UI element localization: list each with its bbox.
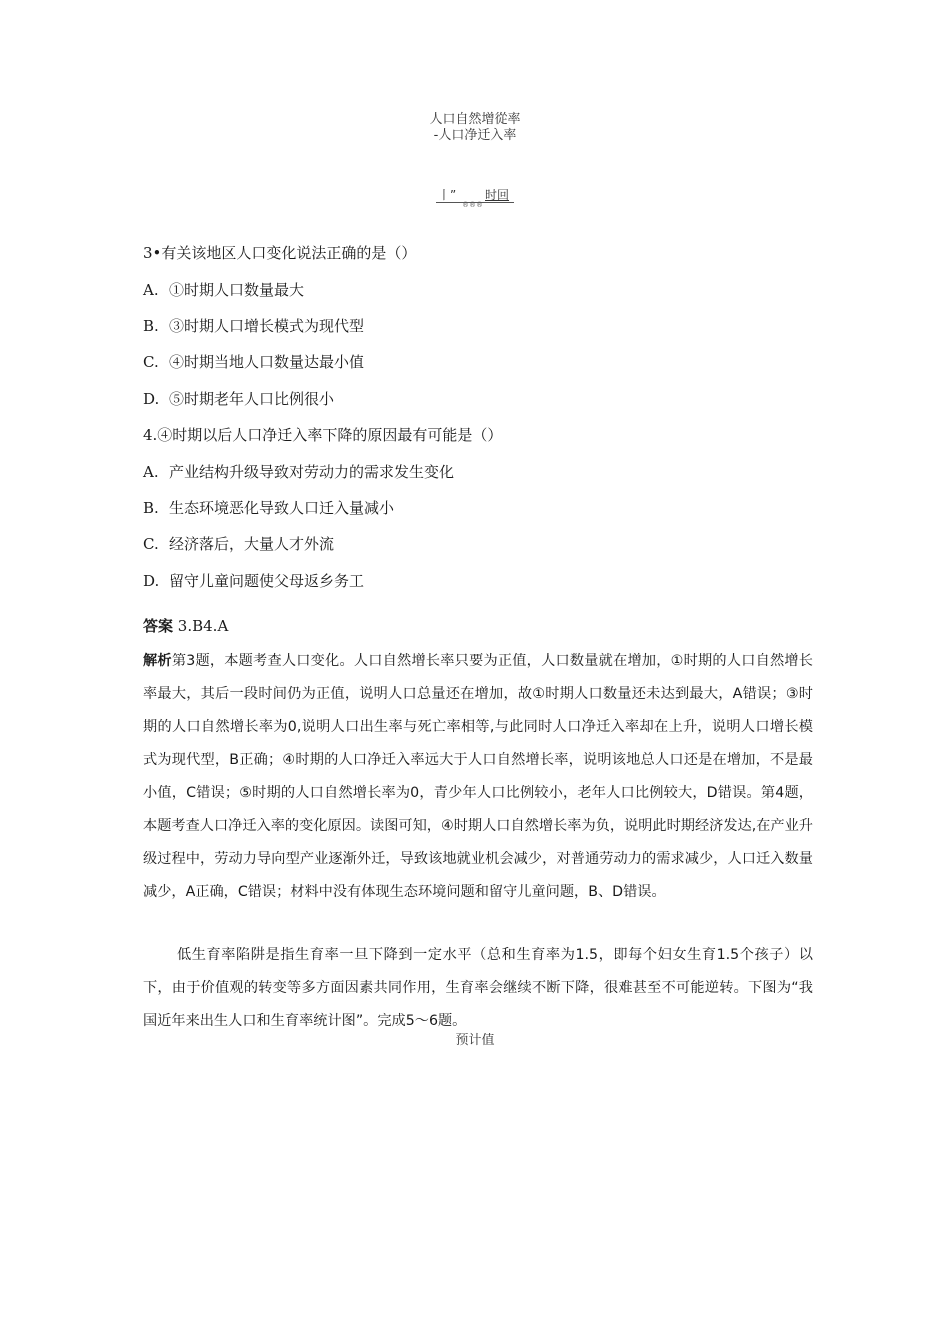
intro-paragraph: 低生育率陷阱是指生育率一旦下降到一定水平（总和生育率为1.5，即每个妇女生育1.5个孩子）以下，由于价值观的转变等多方面因素共同作用，生育率会继续不断下降，很难甚至不可能逆转。下图为“我国近年来出生人口和生育率统计图”。完成5〜6题。	[143, 947, 813, 1029]
explanation-text: 第3题，本题考查人口变化。人口自然增长率只要为正值，人口数量就在增加，①时期的人口自然增长率最大，其后一段时间仍为正值，说明人口总量还在增加，故①时期人口数量还未达到最大，A错误；③时期的人口自然增长率为0,说明人口出生率与死亡率相等,与此同时人口净迁入率却在上升，说明人口增长模式为现代型，B正确；④时期的人口净迁入率远大于人口自然增长率，说明该地总人口还是在增加，不是最小值，C错误；⑤时期的人口自然增长率为0，青少年人口比例较小，老年人口比例较大，D错误。第4题，本题考查人口净迁入率的变化原因。读图可知，④时期人口自然增长率为负，说明此时期经济发达,在产业升级过程中，劳动力导向型产业逐渐外迁，导致该地就业机会减少，对普通劳动力的需求减少，人口迁入数量减少，A正确，C错误；材料中没有体现生态环境问题和留守儿童问题，B、D错误。	[143, 653, 813, 900]
question-3-stem: 3•有关该地区人口变化说法正确的是（）	[143, 244, 417, 262]
question-3-option-d: D. ⑤时期老年人口比例很小	[143, 390, 335, 408]
question-3-option-a: A. ①时期人口数量最大	[143, 281, 305, 299]
question-4-option-b: B. 生态环境恶化导致人口迁入量减小	[143, 499, 395, 517]
answer-line	[143, 615, 228, 636]
question-4-option-d: D. 留守儿童问题使父母返乡务工	[143, 572, 365, 590]
question-4-option-a: A. 产业结构升级导致对劳动力的需求发生变化	[143, 463, 455, 481]
axis-line	[436, 202, 514, 203]
axis-period-marks: ®®®	[462, 201, 483, 209]
figure-caption: 预计值	[455, 1033, 495, 1048]
question-4-option-c: C. 经济落后，大量人才外流	[143, 535, 335, 553]
axis-marks: 丨”	[438, 188, 457, 202]
question-3-option-b: B. ③时期人口增长模式为现代型	[143, 317, 365, 335]
explanation-label: 解析	[143, 653, 172, 669]
answer-label: 答案	[143, 617, 174, 635]
legend-net-migration: -人口净迁入率	[433, 128, 517, 143]
legend-natural-growth: 人口自然增從率	[429, 112, 521, 127]
question-4-stem: 4.④时期以后人口净迁入率下降的原因最有可能是（）	[143, 426, 503, 444]
axis-label: 时回	[485, 188, 510, 202]
answer-value: 3.B4.A	[177, 617, 229, 635]
question-3-option-c: C. ④时期当地人口数量达最小值	[143, 353, 365, 371]
explanation-paragraph	[143, 645, 813, 909]
